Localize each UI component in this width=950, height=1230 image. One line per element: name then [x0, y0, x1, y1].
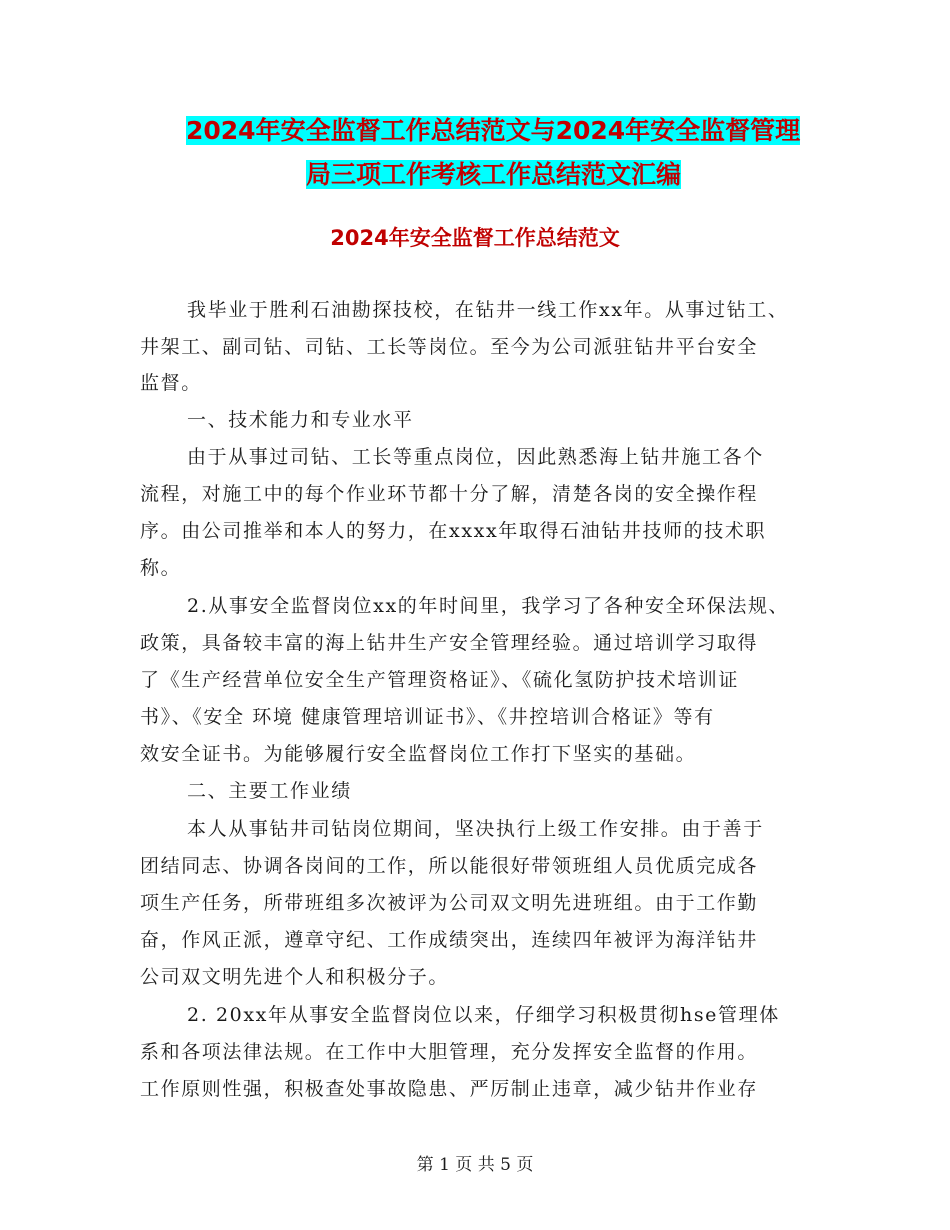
section-heading: 二、主要工作业绩	[187, 780, 352, 802]
text-line: 序。由公司推举和本人的努力，在xxxx年取得石油钻井技师的技术职	[140, 520, 767, 542]
text-line: 了《生产经营单位安全生产管理资格证》、《硫化氢防护技术培训证	[140, 669, 740, 691]
section-heading: 一、技术能力和专业水平	[187, 409, 414, 431]
page-footer: 第 1 页 共 5 页	[416, 1155, 534, 1175]
text-line: 2. 20xx年从事安全监督岗位以来，仔细学习积极贯彻hse管理体	[187, 1004, 780, 1026]
text-line: 书》、《安全 环境 健康管理培训证书》、《井控培训合格证》等有	[140, 706, 715, 728]
text-line: 流程，对施工中的每个作业环节都十分了解，清楚各岗的安全操作程	[140, 483, 759, 505]
text-line: 工作原则性强，积极查处事故隐患、严厉制止违章，减少钻井作业存	[140, 1078, 759, 1100]
text-line: 2.从事安全监督岗位xx的年时间里，我学习了各种安全环保法规、	[187, 595, 790, 617]
text-line: 团结同志、协调各岗间的工作，所以能很好带领班组人员优质完成各	[140, 855, 759, 877]
text-line: 由于从事过司钻、工长等重点岗位，因此熟悉海上钻井施工各个	[187, 446, 764, 468]
text-line: 我毕业于胜利石油勘探技校，在钻井一线工作xx年。从事过钻工、	[187, 299, 789, 321]
text-line: 效安全证书。为能够履行安全监督岗位工作打下坚实的基础。	[140, 743, 697, 765]
section-title: 2024年安全监督工作总结范文	[330, 226, 620, 250]
text-line: 系和各项法律法规。在工作中大胆管理，充分发挥安全监督的作用。	[140, 1041, 759, 1063]
text-line: 井架工、副司钻、司钻、工长等岗位。至今为公司派驻钻井平台安全	[140, 336, 759, 358]
text-line: 奋，作风正派，遵章守纪、工作成绩突出，连续四年被评为海洋钻井	[140, 929, 759, 951]
document-title-line-2: 局三项工作考核工作总结范文汇编	[306, 160, 682, 189]
text-line: 监督。	[140, 372, 202, 394]
text-line: 公司双文明先进个人和积极分子。	[140, 966, 450, 988]
text-line: 本人从事钻井司钻岗位期间，坚决执行上级工作安排。由于善于	[187, 818, 764, 840]
text-line: 政策，具备较丰富的海上钻井生产安全管理经验。通过培训学习取得	[140, 632, 759, 654]
text-line: 称。	[140, 557, 182, 579]
document-title-line-1: 2024年安全监督工作总结范文与2024年安全监督管理	[186, 116, 801, 145]
text-line: 项生产任务，所带班组多次被评为公司双文明先进班组。由于工作勤	[140, 892, 759, 914]
